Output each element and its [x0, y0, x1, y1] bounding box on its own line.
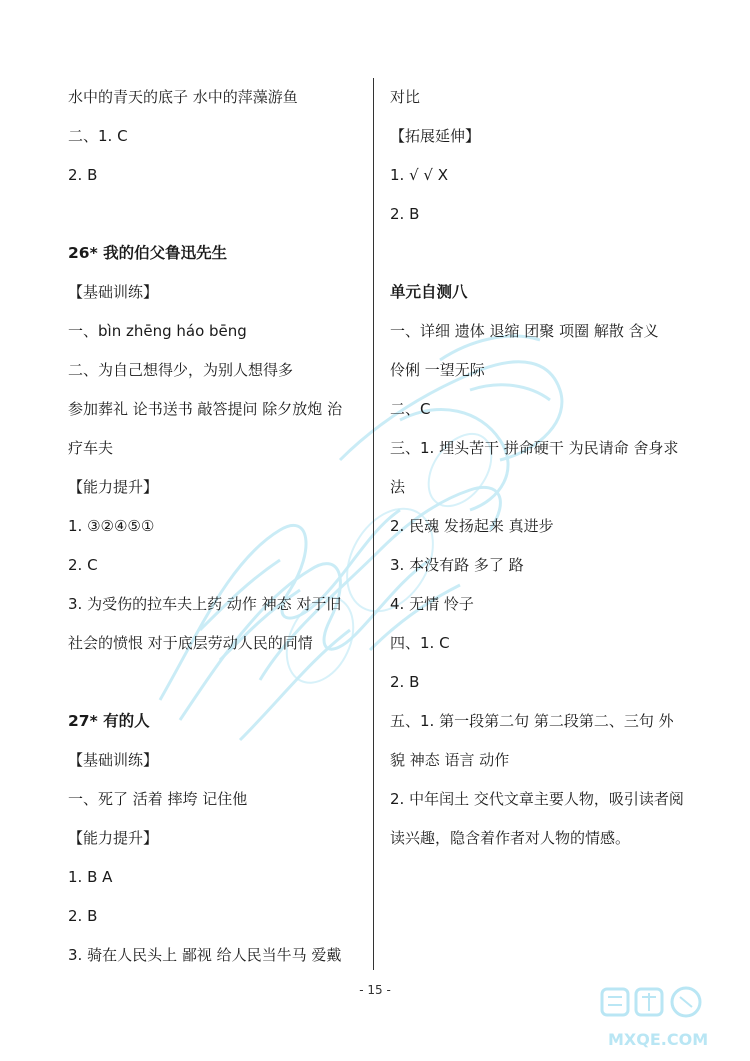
answer-line: 2. 民魂 发扬起来 真进步 [390, 517, 554, 535]
page-number: - 15 - [359, 983, 391, 997]
blank-line [390, 234, 690, 273]
answer-line: 1. √ √ X [390, 166, 449, 184]
answer-line: 水中的青天的底子 水中的萍藻游鱼 [68, 88, 298, 106]
answer-line: 疗车夫 [68, 439, 114, 457]
answer-line: 五、1. 第一段第二句 第二段第二、三句 外 [390, 712, 674, 730]
column-divider [373, 78, 374, 970]
section-label: 【拓展延伸】 [390, 127, 481, 145]
answer-line: 2. B [68, 166, 98, 184]
answer-line: 2. B [390, 205, 420, 223]
answer-line: 社会的愤恨 对于底层劳动人民的同情 [68, 634, 313, 652]
answer-line: 二、C [390, 400, 431, 418]
watermark-url: MXQE.COM [608, 1030, 709, 1049]
blank-line [68, 195, 358, 234]
answer-line: 4. 无情 怜子 [390, 595, 474, 613]
right-column [390, 78, 690, 858]
answer-line: 一、详细 遗体 退缩 团聚 项圈 解散 含义 [390, 322, 659, 340]
answer-line: 1. ③②④⑤① [68, 517, 155, 535]
answer-line: 三、1. 埋头苦干 拼命硬干 为民请命 舍身求 [390, 439, 679, 457]
section-label: 【基础训练】 [68, 751, 159, 769]
lesson-heading: 26* 我的伯父鲁迅先生 [68, 244, 228, 262]
answer-line: 2. 中年闰土 交代文章主要人物，吸引读者阅 [390, 790, 684, 808]
answer-line: 3. 为受伤的拉车夫上药 动作 神态 对于旧 [68, 595, 342, 613]
answer-line: 二、1. C [68, 127, 128, 145]
answer-line: 2. B [68, 907, 98, 925]
lesson-heading: 27* 有的人 [68, 712, 150, 730]
section-label: 【基础训练】 [68, 283, 159, 301]
answer-line: 2. B [390, 673, 420, 691]
answer-line: 对比 [390, 88, 421, 106]
answer-line: 3. 骑在人民头上 鄙视 给人民当牛马 爱戴 [68, 946, 342, 964]
answer-line: 2. C [68, 556, 98, 574]
answer-line: 读兴趣，隐含着作者对人物的情感。 [390, 829, 631, 847]
unit-test-heading: 单元自测八 [390, 283, 468, 301]
answer-line: 1. B A [68, 868, 113, 886]
answer-line: 参加葬礼 论书送书 敲答提问 除夕放炮 治 [68, 400, 343, 418]
answer-line: 法 [390, 478, 406, 496]
section-label: 【能力提升】 [68, 478, 159, 496]
answer-line: 二、为自己想得少，为别人想得多 [68, 361, 294, 379]
blank-line [68, 663, 358, 702]
section-label: 【能力提升】 [68, 829, 159, 847]
answer-line: 貌 神态 语言 动作 [390, 751, 510, 769]
left-column [68, 78, 358, 975]
answer-line: 一、死了 活着 摔垮 记住他 [68, 790, 248, 808]
answer-line: 一、bìn zhēng háo bēng [68, 322, 247, 340]
answer-line: 伶俐 一望无际 [390, 361, 485, 379]
watermark-logo [600, 985, 745, 1057]
answer-line: 四、1. C [390, 634, 450, 652]
answer-line: 3. 本没有路 多了 路 [390, 556, 524, 574]
